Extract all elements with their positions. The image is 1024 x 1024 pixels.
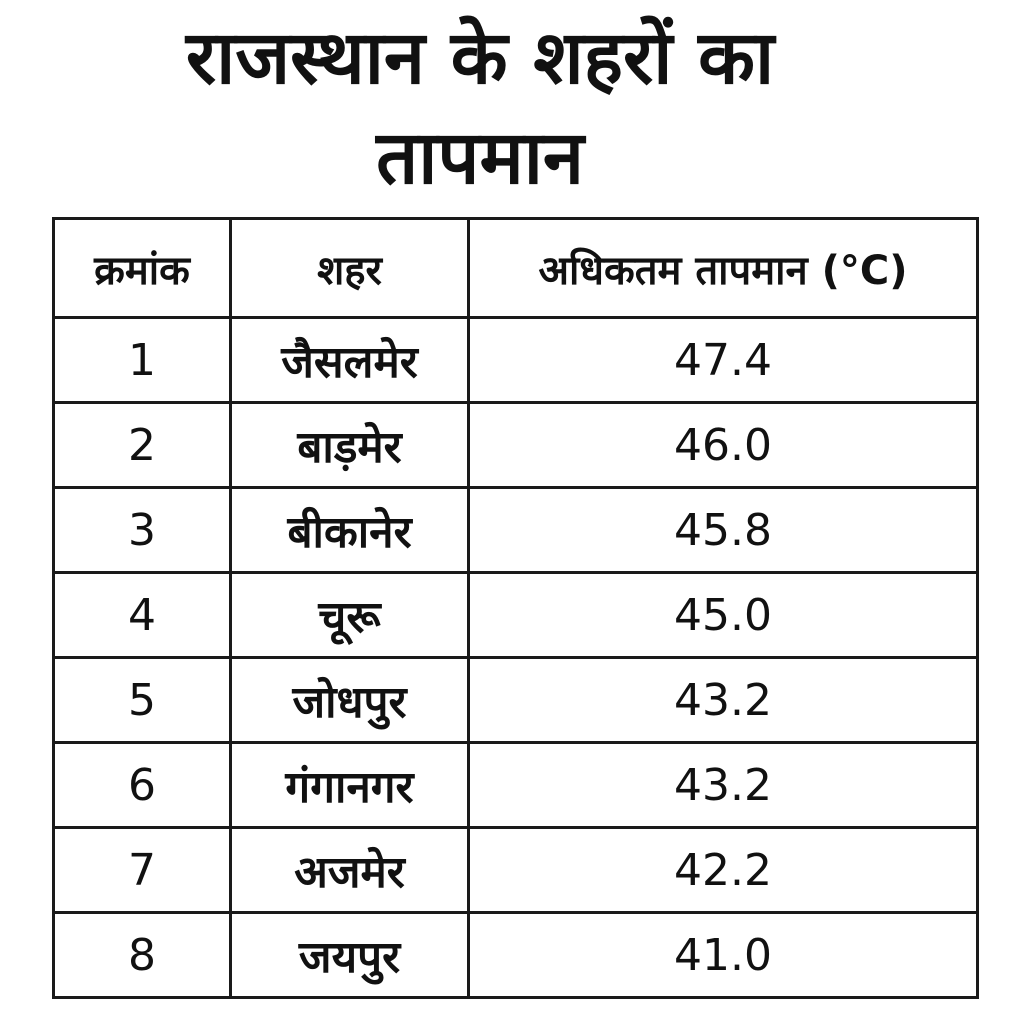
cell-city: बाड़मेर xyxy=(231,403,469,488)
cell-city: चूरू xyxy=(231,573,469,658)
cell-city: जैसलमेर xyxy=(231,318,469,403)
table-row xyxy=(54,743,978,828)
table-row xyxy=(54,403,978,488)
table-row xyxy=(54,488,978,573)
cell-city: जोधपुर xyxy=(231,658,469,743)
header-city: शहर xyxy=(231,219,469,318)
cell-city: गंगानगर xyxy=(231,743,469,828)
title-line-2: तापमान xyxy=(376,115,584,201)
table-row xyxy=(54,573,978,658)
cell-temperature: 43.2 xyxy=(469,658,978,743)
temperature-table xyxy=(52,217,979,999)
cell-serial-number: 3 xyxy=(54,488,231,573)
table-row xyxy=(54,913,978,998)
table-row xyxy=(54,658,978,743)
cell-temperature: 42.2 xyxy=(469,828,978,913)
cell-temperature: 43.2 xyxy=(469,743,978,828)
cell-serial-number: 7 xyxy=(54,828,231,913)
cell-serial-number: 4 xyxy=(54,573,231,658)
page-title xyxy=(0,8,960,208)
cell-city: बीकानेर xyxy=(231,488,469,573)
title-line-1: राजस्थान के शहरों का xyxy=(185,15,775,101)
cell-serial-number: 6 xyxy=(54,743,231,828)
cell-serial-number: 1 xyxy=(54,318,231,403)
cell-temperature: 46.0 xyxy=(469,403,978,488)
cell-city: अजमेर xyxy=(231,828,469,913)
cell-temperature: 41.0 xyxy=(469,913,978,998)
cell-serial-number: 5 xyxy=(54,658,231,743)
cell-temperature: 47.4 xyxy=(469,318,978,403)
cell-temperature: 45.0 xyxy=(469,573,978,658)
cell-serial-number: 2 xyxy=(54,403,231,488)
table-row xyxy=(54,828,978,913)
cell-city: जयपुर xyxy=(231,913,469,998)
table-row xyxy=(54,318,978,403)
header-serial-number: क्रमांक xyxy=(54,219,231,318)
header-max-temperature: अधिकतम तापमान (°C) xyxy=(469,219,978,318)
table-header-row xyxy=(54,219,978,318)
cell-temperature: 45.8 xyxy=(469,488,978,573)
cell-serial-number: 8 xyxy=(54,913,231,998)
